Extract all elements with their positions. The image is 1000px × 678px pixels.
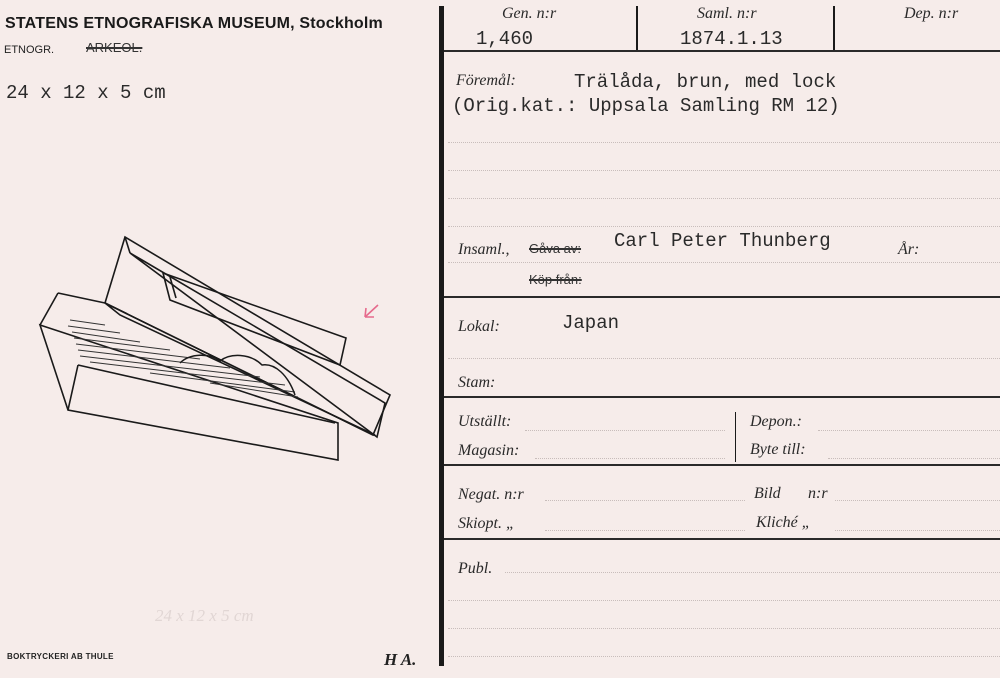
faint-pencil-note: 24 x 12 x 5 cm (155, 606, 254, 625)
rule-numbers (444, 50, 1000, 52)
object-label: Föremål: (456, 72, 516, 89)
dotline (448, 656, 1000, 657)
rule-storage (444, 464, 1000, 466)
year-label: År: (898, 241, 920, 258)
dotline (535, 458, 725, 459)
exchange-label: Byte till: (750, 441, 806, 458)
publ-label: Publ. (458, 560, 493, 577)
dotline (448, 628, 1000, 629)
saml-label: Saml. n:r (697, 5, 757, 22)
gen-saml-divider (636, 6, 638, 52)
dotline (448, 142, 1000, 143)
rule-tribe (444, 396, 1000, 398)
locale-value: Japan (562, 312, 620, 334)
object-line2: (Orig.kat.: Uppsala Samling RM 12) (452, 95, 840, 117)
collector-name: Carl Peter Thunberg (614, 230, 831, 252)
bild-label: Bild (754, 485, 781, 502)
tribe-label: Stam: (458, 374, 496, 391)
depot-label: Depon.: (750, 413, 802, 430)
card-divider (439, 6, 444, 666)
printer-label: BOKTRYCKERI AB THULE (7, 652, 114, 661)
saml-value: 1874.1.13 (680, 28, 783, 50)
storage-divider (735, 412, 736, 462)
dotline (448, 262, 1000, 263)
bild-nr-label: n:r (808, 485, 828, 502)
rule-photo (444, 538, 1000, 540)
dep-label: Dep. n:r (904, 5, 959, 22)
dotline (545, 500, 745, 501)
saml-dep-divider (833, 6, 835, 52)
dotline (448, 600, 1000, 601)
struck-gift: Gåva av: (529, 241, 582, 256)
dotline (835, 500, 1000, 501)
struck-purchase: Köp från: (529, 272, 582, 287)
dotline (828, 458, 1000, 459)
kliche-label: Kliché „ (756, 514, 811, 531)
dotline (448, 170, 1000, 171)
exhibited-label: Utställt: (458, 413, 512, 430)
box-drawing (30, 225, 410, 475)
gen-label: Gen. n:r (502, 5, 557, 22)
dotline (448, 226, 1000, 227)
dimensions: 24 x 12 x 5 cm (6, 82, 166, 104)
dotline (818, 430, 1000, 431)
dotline (448, 358, 1000, 359)
initials: H A. (384, 650, 417, 669)
skiopt-label: Skiopt. „ (458, 515, 515, 532)
dotline (448, 198, 1000, 199)
dept-label: ETNOGR. (4, 44, 55, 56)
dept-struck: ARKEOL. (86, 40, 143, 55)
rule-collector (444, 296, 1000, 298)
dotline (525, 430, 725, 431)
dotline (505, 572, 1000, 573)
dotline (545, 530, 745, 531)
dotline (835, 530, 1000, 531)
collector-label: Insaml., (458, 241, 510, 258)
locale-label: Lokal: (458, 318, 500, 335)
magasin-label: Magasin: (458, 442, 520, 459)
gen-value: 1,460 (476, 28, 534, 50)
museum-title: STATENS ETNOGRAFISKA MUSEUM, Stockholm (5, 15, 383, 32)
negat-label: Negat. n:r (458, 486, 524, 503)
object-line1: Trälåda, brun, med lock (574, 71, 837, 93)
